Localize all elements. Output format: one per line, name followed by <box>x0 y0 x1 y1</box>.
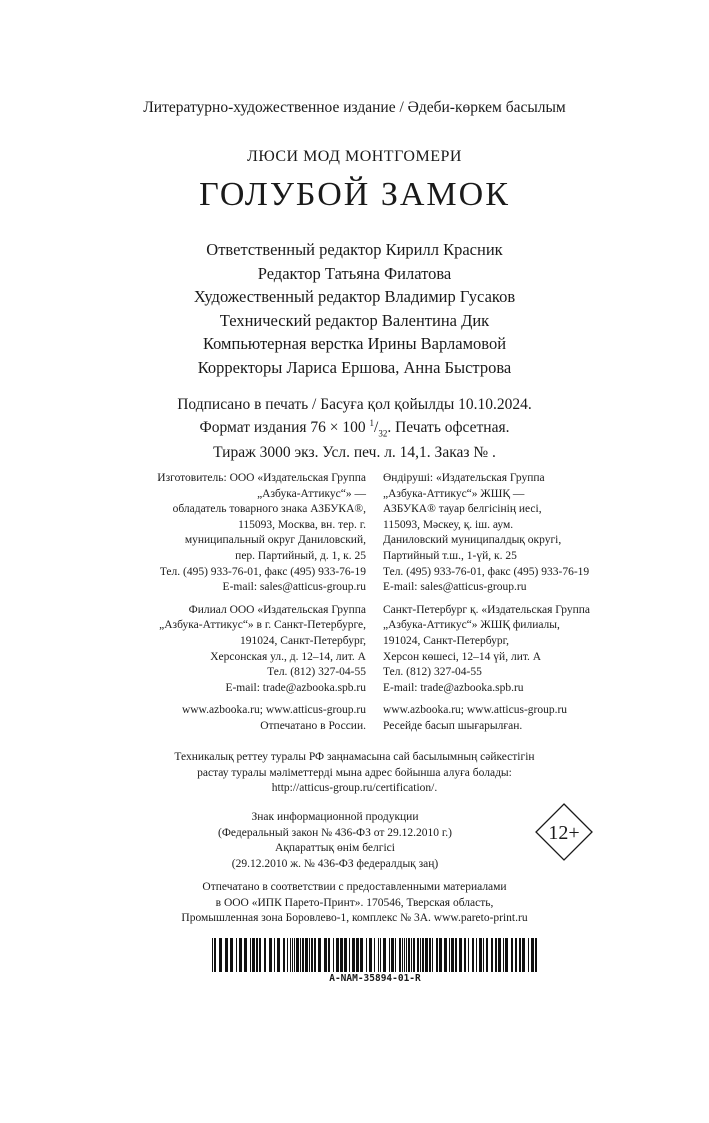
certification-note <box>0 750 709 797</box>
credits-list <box>0 238 709 379</box>
book-author: ЛЮСИ МОД МОНТГОМЕРИ <box>247 148 462 165</box>
publisher-line: Изготовитель: ООО «Издательская Группа <box>157 472 366 484</box>
signed-line: Подписано в печать / Басуға қол қойылды 10.10.2024. <box>177 396 532 413</box>
age-rating-label: 12+ <box>548 822 580 844</box>
run-line: Тираж 3000 экз. Усл. печ. л. 14,1. Заказ № . <box>213 444 496 462</box>
book-title: ГОЛУБОЙ ЗАМОК <box>199 176 510 213</box>
website-line: www.azbooka.ru; www.atticus-group.ru <box>181 704 366 717</box>
publisher-line: „Азбука-Аттикус“» — <box>257 487 366 500</box>
publisher-column-kazakh <box>383 471 643 735</box>
sign-line: (29.12.2010 ж. № 436-ФЗ федералдық заң) <box>231 857 439 870</box>
branch-line: Тел. (812) 327-04-55 <box>383 666 482 679</box>
edition-type: Литературно-художественное издание / Әдеби-көркем басылым <box>143 99 566 116</box>
branch-line: Херсонская ул., д. 12–14, лит. А <box>210 650 366 663</box>
format-slash: / <box>374 419 379 437</box>
credit-line: Технический редактор Валентина Дик <box>219 310 490 330</box>
publisher-line: Тел. (495) 933-76-01, факс (495) 933-76-19 <box>383 565 590 578</box>
credit-line: Компьютерная верстка Ирины Варламовой <box>202 334 507 353</box>
branch-line: 191024, Санкт-Петербург, <box>240 634 366 647</box>
certification-line: Техникалық реттеу туралы РФ заңнамасына сай басылымның сәйкестігін <box>174 751 535 763</box>
branch-line: E-mail: trade@azbooka.spb.ru <box>225 681 366 694</box>
publisher-line: обладатель товарного знака АЗБУКА®, <box>172 503 366 516</box>
format-denominator: 32 <box>378 428 388 439</box>
branch-line: E-mail: trade@azbooka.spb.ru <box>383 681 524 694</box>
publisher-line: Өндіруші: «Издательская Группа <box>383 472 545 484</box>
format-numerator: 1 <box>369 418 375 428</box>
branch-line: „Азбука-Аттикус“» в г. Санкт-Петербурге, <box>159 619 366 632</box>
website-line: www.azbooka.ru; www.atticus-group.ru <box>383 704 568 717</box>
branch-line: Филиал ООО «Издательская Группа <box>188 603 366 616</box>
printing-line: Промышленная зона Боровлево-1, комплекс № 3А. www.pareto-print.ru <box>181 912 528 925</box>
publisher-column-russian <box>90 471 366 735</box>
branch-line: 191024, Санкт-Петербург, <box>383 634 509 647</box>
info-product-sign <box>200 810 470 872</box>
credit-line: Художественный редактор Владимир Гусаков <box>193 287 516 306</box>
sign-line: (Федеральный закон № 436-ФЗ от 29.12.2010 г.) <box>218 826 452 839</box>
publisher-line: E-mail: sales@atticus-group.ru <box>222 581 366 594</box>
age-rating-icon <box>535 803 593 861</box>
printing-house-note <box>0 880 709 927</box>
publisher-line: муниципальный округ Даниловский, <box>184 534 366 547</box>
sign-line: Знак информационной продукции <box>251 811 419 823</box>
branch-line: Херсон көшесі, 12–14 үй, лит. А <box>383 650 542 663</box>
credit-line: Корректоры Лариса Ершова, Анна Быстрова <box>197 357 512 377</box>
printing-line: в ООО «ИПК Парето-Принт». 170546, Тверская область, <box>215 896 494 909</box>
publisher-line: пер. Партийный, д. 1, к. 25 <box>235 549 366 562</box>
printed-in-line: Отпечатано в России. <box>260 719 366 732</box>
publisher-line: Тел. (495) 933-76-01, факс (495) 933-76-19 <box>159 565 366 578</box>
credit-line: Редактор Татьяна Филатова <box>257 263 452 283</box>
publisher-line: 115093, Мәскеу, қ. іш. аум. <box>383 518 514 531</box>
publisher-line: 115093, Москва, вн. тер. г. <box>238 518 366 531</box>
publisher-line: „Азбука-Аттикус“» ЖШҚ — <box>383 487 525 500</box>
publisher-line: АЗБУКА® тауар белгісінің иесі, <box>383 503 542 516</box>
format-line <box>0 414 709 443</box>
format-prefix: Формат издания 76 × 100 <box>199 419 370 437</box>
format-suffix: . Печать офсетная. <box>387 419 510 437</box>
barcode-icon <box>210 938 540 972</box>
publisher-line: E-mail: sales@atticus-group.ru <box>383 581 527 594</box>
publisher-line: Партийный т.ш., 1-үй, к. 25 <box>383 549 517 562</box>
printing-line: Отпечатано в соответствии с предоставленными материалами <box>202 881 507 893</box>
branch-line: Санкт-Петербург қ. «Издательская Группа <box>383 603 590 616</box>
barcode-code: A-NAM-35894-01-R <box>329 973 421 984</box>
printed-in-line: Ресейде басып шығарылған. <box>383 719 523 732</box>
print-info <box>0 395 709 462</box>
certification-line: растау туралы мәліметтерді мына адрес бойынша алуға болады: <box>197 766 512 779</box>
credit-line: Ответственный редактор Кирилл Красник <box>206 240 503 259</box>
certification-link: http://atticus-group.ru/certification/. <box>271 782 438 795</box>
sign-line: Ақпараттық өнім белгісі <box>275 842 395 855</box>
branch-line: Тел. (812) 327-04-55 <box>267 666 366 679</box>
branch-line: „Азбука-Аттикус“» ЖШҚ филиалы, <box>383 619 560 632</box>
publisher-line: Даниловский муниципалдық округі, <box>383 534 562 547</box>
